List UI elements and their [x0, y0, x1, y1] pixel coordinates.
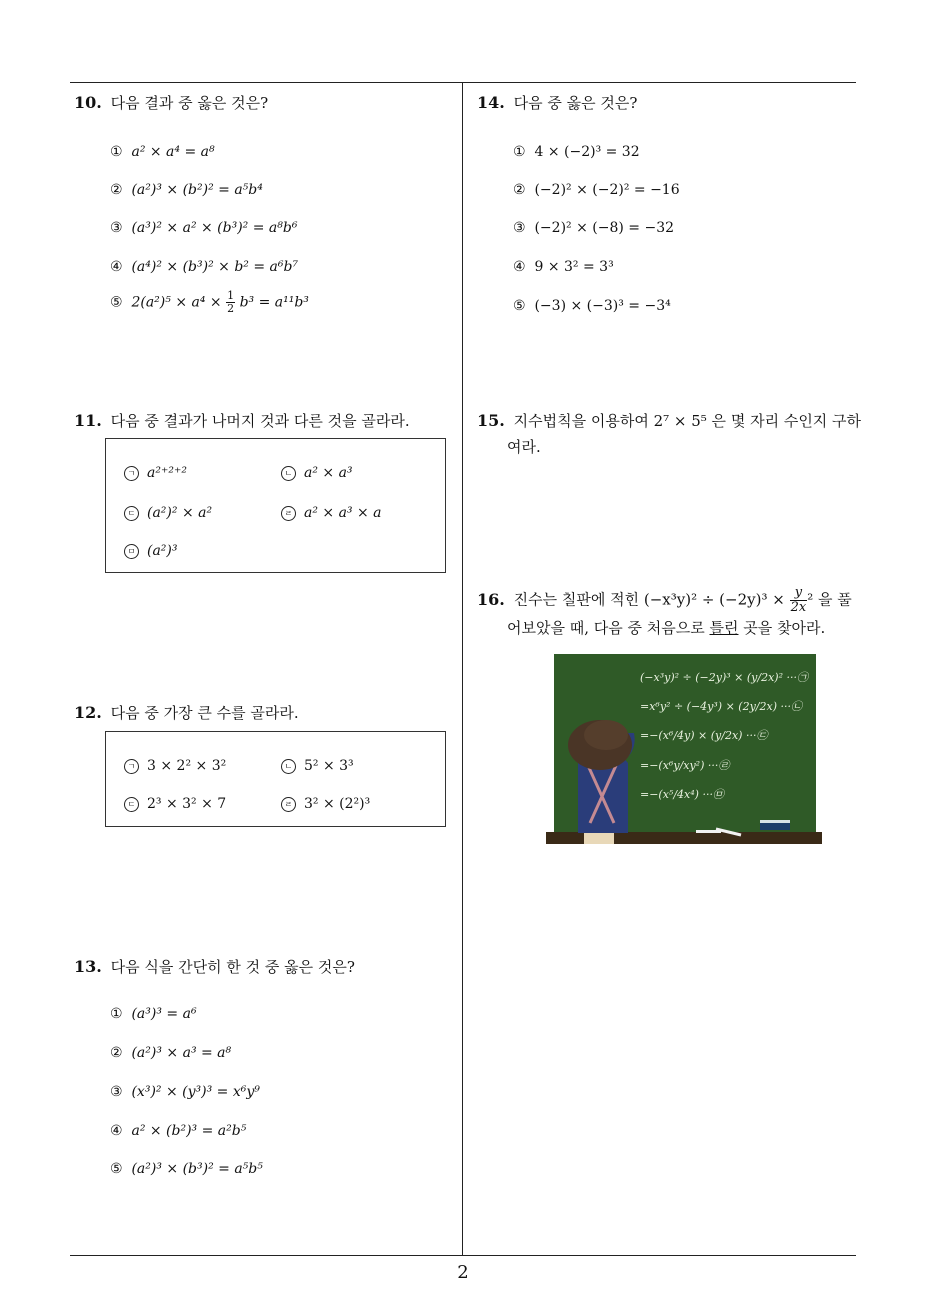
chalkboard-illustration: [546, 653, 822, 845]
choice-2[interactable]: ② (−2)² × (−2)² = −16: [513, 182, 680, 198]
choice-1[interactable]: ① a² × a⁴ = a⁸: [110, 144, 215, 160]
question-12: [74, 700, 299, 726]
question-text-pre: 진수는 칠판에 적힌 (−x³y)² ÷ (−2y)³ ×: [513, 590, 785, 609]
underlined-word: 틀린: [709, 619, 739, 637]
item-b[interactable]: ㄴ 5² × 3³: [281, 758, 354, 774]
fraction: $\frac{y}{2x}$: [790, 585, 807, 615]
question-text: 다음 중 옳은 것은?: [513, 94, 638, 112]
choice-3[interactable]: ③ (−2)² × (−8) = −32: [513, 220, 675, 236]
item-d[interactable]: ㄹ a² × a³ × a: [281, 505, 382, 521]
question-13: [74, 954, 355, 980]
choice-1[interactable]: ① 4 × (−2)³ = 32: [513, 144, 640, 160]
question-text-line1: 지수법칙을 이용하여 2⁷ × 5⁵ 은 몇 자리 수인지 구하: [513, 412, 862, 430]
item-d[interactable]: ㄹ 3² × (2²)³: [281, 796, 370, 812]
item-c[interactable]: ㄷ 2³ × 3² × 7: [124, 796, 226, 812]
q12-box: [105, 731, 446, 827]
choice-4[interactable]: ④ a² × (b²)³ = a²b⁵: [110, 1123, 247, 1139]
board-line-3: =−(x⁶/4y) × (y/2x) ···㉢: [640, 729, 768, 742]
question-text: 다음 중 가장 큰 수를 골라라.: [110, 704, 299, 722]
question-text: 다음 결과 중 옳은 것은?: [110, 94, 269, 112]
question-text: 다음 중 결과가 나머지 것과 다른 것을 골라라.: [110, 412, 410, 430]
question-number: 12.: [74, 703, 102, 722]
board-line-4: =−(x⁶y/xy²) ···㉣: [640, 759, 730, 772]
question-number: 16.: [477, 589, 505, 609]
choice-2[interactable]: ② (a²)³ × (b²)² = a⁵b⁴: [110, 182, 263, 198]
question-number: 10.: [74, 93, 102, 112]
choice-5[interactable]: ⑤ 2(a²)⁵ × a⁴ × $\frac{1}{2}$ b³ = a¹¹b³: [110, 289, 309, 315]
question-14: [477, 90, 637, 116]
choice-3[interactable]: ③ (a³)² × a² × (b³)² = a⁸b⁶: [110, 220, 298, 236]
question-text: 다음 식을 간단히 한 것 중 옳은 것은?: [110, 958, 355, 976]
q11-box: [105, 438, 446, 573]
question-15: [477, 408, 867, 460]
question-16: 16. 진수는 칠판에 적힌 (−x³y)² ÷ (−2y)³ × $\frac{y}{2x}$ ² 을 풀 어보았을 때, 다음 중 처음으로 틀린 곳을 찾아라.: [477, 585, 852, 637]
question-11: [74, 408, 410, 434]
board-line-1: (−x³y)² ÷ (−2y)³ × (y/2x)² ···㉠: [640, 671, 808, 684]
choice-3[interactable]: ③ (x³)² × (y³)³ = x⁶y⁹: [110, 1084, 260, 1100]
choice-1[interactable]: ① (a³)³ = a⁶: [110, 1006, 197, 1022]
choice-4[interactable]: ④ (a⁴)² × (b³)² × b² = a⁶b⁷: [110, 259, 299, 275]
fraction: $\frac{1}{2}$: [227, 289, 235, 315]
question-number: 11.: [74, 411, 102, 430]
page-number: 2: [457, 1262, 469, 1283]
choice-5[interactable]: ⑤ (a²)³ × (b³)² = a⁵b⁵: [110, 1161, 263, 1177]
question-number: 13.: [74, 957, 102, 976]
item-e[interactable]: ㅁ (a²)³: [124, 543, 178, 559]
board-line-2: =x⁶y² ÷ (−4y³) × (2y/2x) ···㉡: [640, 700, 802, 713]
top-rule: [70, 82, 856, 83]
question-text-line2: 여라.: [507, 438, 541, 456]
item-a[interactable]: ㄱ 3 × 2² × 3²: [124, 758, 226, 774]
bottom-rule: [70, 1255, 856, 1256]
choice-5[interactable]: ⑤ (−3) × (−3)³ = −3⁴: [513, 298, 671, 314]
choice-2[interactable]: ② (a²)³ × a³ = a⁸: [110, 1045, 232, 1061]
question-number: 15.: [477, 411, 505, 430]
choice-4[interactable]: ④ 9 × 3² = 3³: [513, 259, 614, 275]
board-line-5: =−(x⁵/4x⁴) ···㉤: [640, 788, 724, 801]
column-divider: [462, 82, 463, 1256]
item-b[interactable]: ㄴ a² × a³: [281, 465, 353, 481]
item-a[interactable]: ㄱ a²⁺²⁺²: [124, 465, 187, 481]
item-c[interactable]: ㄷ (a²)² × a²: [124, 505, 212, 521]
question-number: 14.: [477, 93, 505, 112]
question-10: [74, 90, 268, 116]
